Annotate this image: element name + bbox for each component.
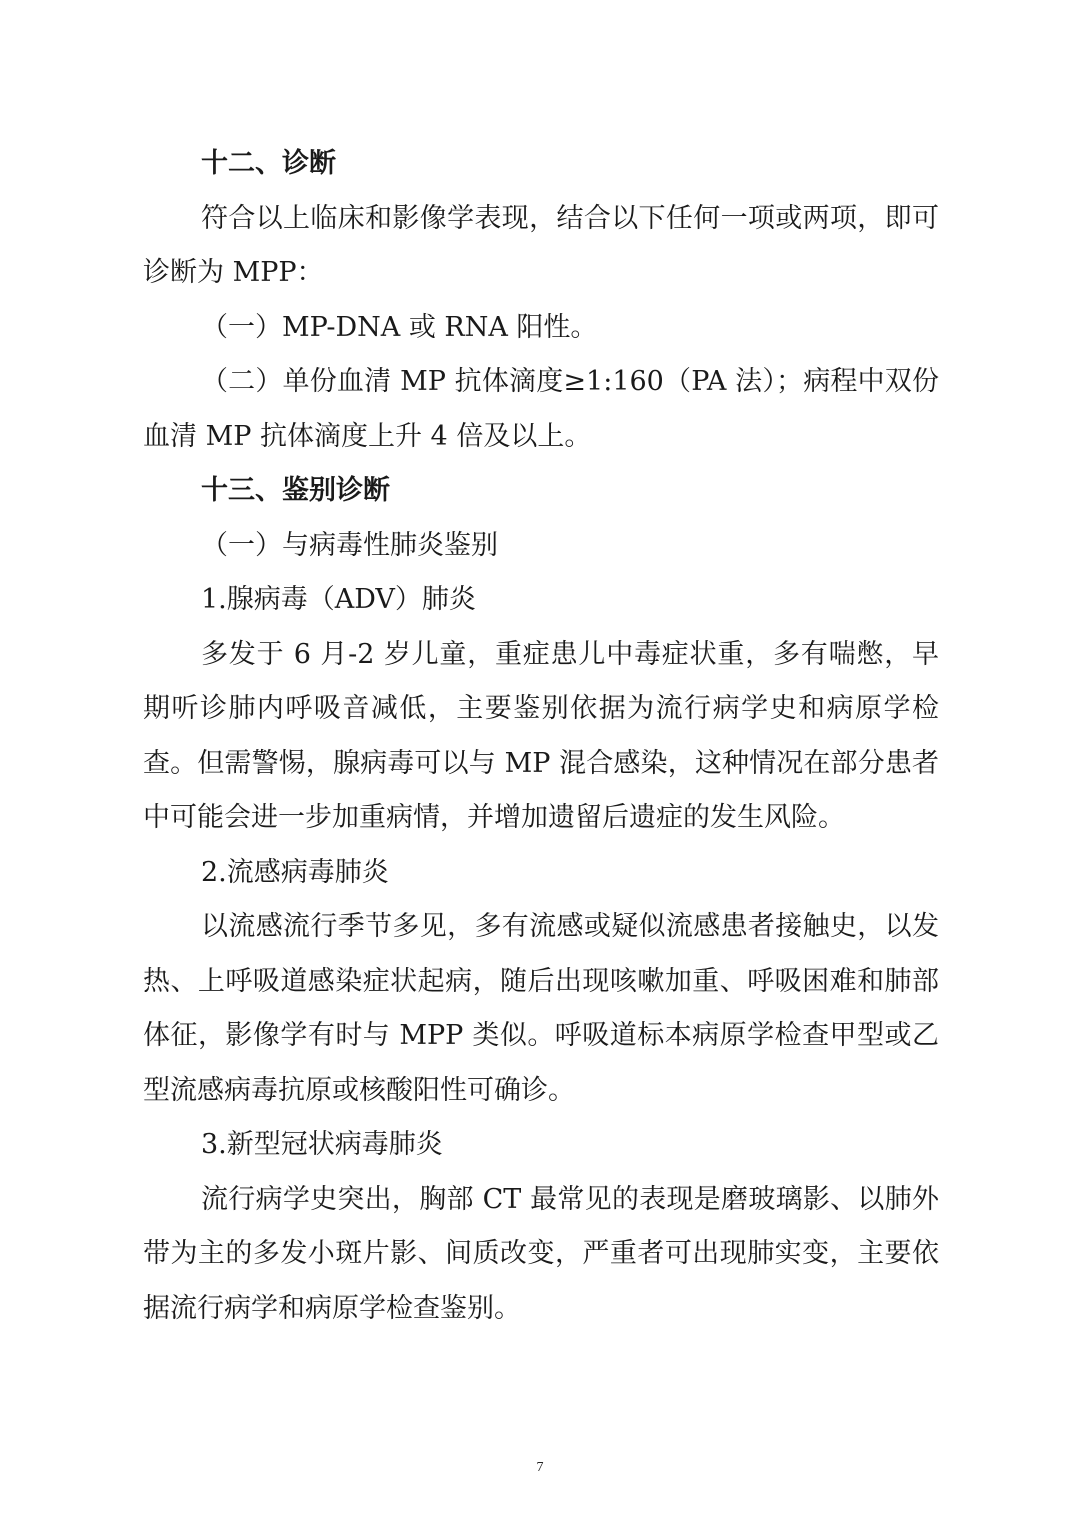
diagnosis-intro-paragraph: 符合以上临床和影像学表现，结合以下任何一项或两项，即可诊断为 MPP： xyxy=(143,202,939,288)
diagnosis-criterion-2: （二）单份血清 MP 抗体滴度≥1:160（PA 法）；病程中双份血清 MP 抗体滴度上升 4 倍及以上。 xyxy=(143,366,939,452)
diagnosis-criterion-1: （一）MP-DNA 或 RNA 阳性。 xyxy=(201,311,598,343)
influenza-paragraph: 以流感流行季节多见，多有流感或疑似流感患者接触史，以发热、上呼吸道感染症状起病，随后出现咳嗽加重、呼吸困难和肺部体征，影像学有时与 MPP 类似。呼吸道标本病原学检查甲型或乙型流感病毒抗原或核酸阳性可确诊。 xyxy=(143,911,939,1106)
viral-pneumonia-subheading: （一）与病毒性肺炎鉴别 xyxy=(201,529,498,561)
influenza-title: 2.流感病毒肺炎 xyxy=(201,856,389,888)
covid-paragraph: 流行病学史突出，胸部 CT 最常见的表现是磨玻璃影、以肺外带为主的多发小斑片影、间质改变，严重者可出现肺实变，主要依据流行病学和病原学检查鉴别。 xyxy=(143,1183,939,1324)
section-12-heading: 十二、诊断 xyxy=(201,148,336,179)
document-page xyxy=(143,137,939,1336)
adenovirus-title: 1.腺病毒（ADV）肺炎 xyxy=(201,584,476,615)
adenovirus-paragraph: 多发于 6 月-2 岁儿童，重症患儿中毒症状重，多有喘憋，早期听诊肺内呼吸音减低，主要鉴别依据为流行病学史和病原学检查。但需警惕，腺病毒可以与 MP 混合感染，这种情况在部分患者中可能会进一步加重病情，并增加遗留后遗症的发生风险。 xyxy=(143,638,939,833)
section-13-heading: 十三、鉴别诊断 xyxy=(201,475,390,506)
page-number: 7 xyxy=(536,1460,544,1475)
covid-title: 3.新型冠状病毒肺炎 xyxy=(201,1129,443,1160)
